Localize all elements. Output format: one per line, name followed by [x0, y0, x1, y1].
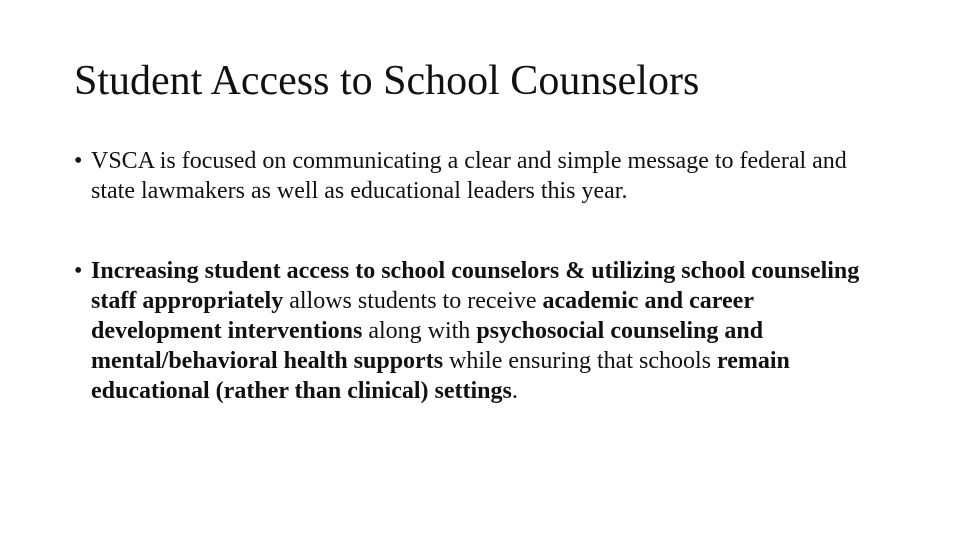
slide-title: Student Access to School Counselors — [74, 58, 700, 104]
bullet-text-segment: along with — [362, 318, 477, 344]
bullet-marker: • — [74, 258, 83, 284]
bullet-text-segment-bold: academic and career development interventions — [91, 288, 754, 344]
bullet-item-student-access — [74, 256, 874, 406]
bullet-item-vsca-message — [74, 146, 874, 206]
bullet-text-segment: while ensuring that schools — [443, 348, 717, 374]
bullet-text-segment: . — [511, 378, 518, 404]
bullet-text-segment-bold: remain educational (rather than clinical) settings — [91, 348, 790, 404]
bullet-marker: • — [74, 148, 83, 174]
bullet-text-segment-bold: Increasing student access to school counselors & utilizing school counseling staff appropriately — [91, 258, 860, 314]
bullet-text-segment: VSCA is focused on communicating a clear and simple message to federal and state lawmakers as well as educational leaders this year. — [91, 148, 847, 204]
bullet-list — [74, 146, 874, 406]
bullet-text-segment: allows students to receive — [283, 288, 543, 314]
bullet-text-segment-bold: psychosocial counseling and mental/behavioral health supports — [91, 318, 764, 374]
